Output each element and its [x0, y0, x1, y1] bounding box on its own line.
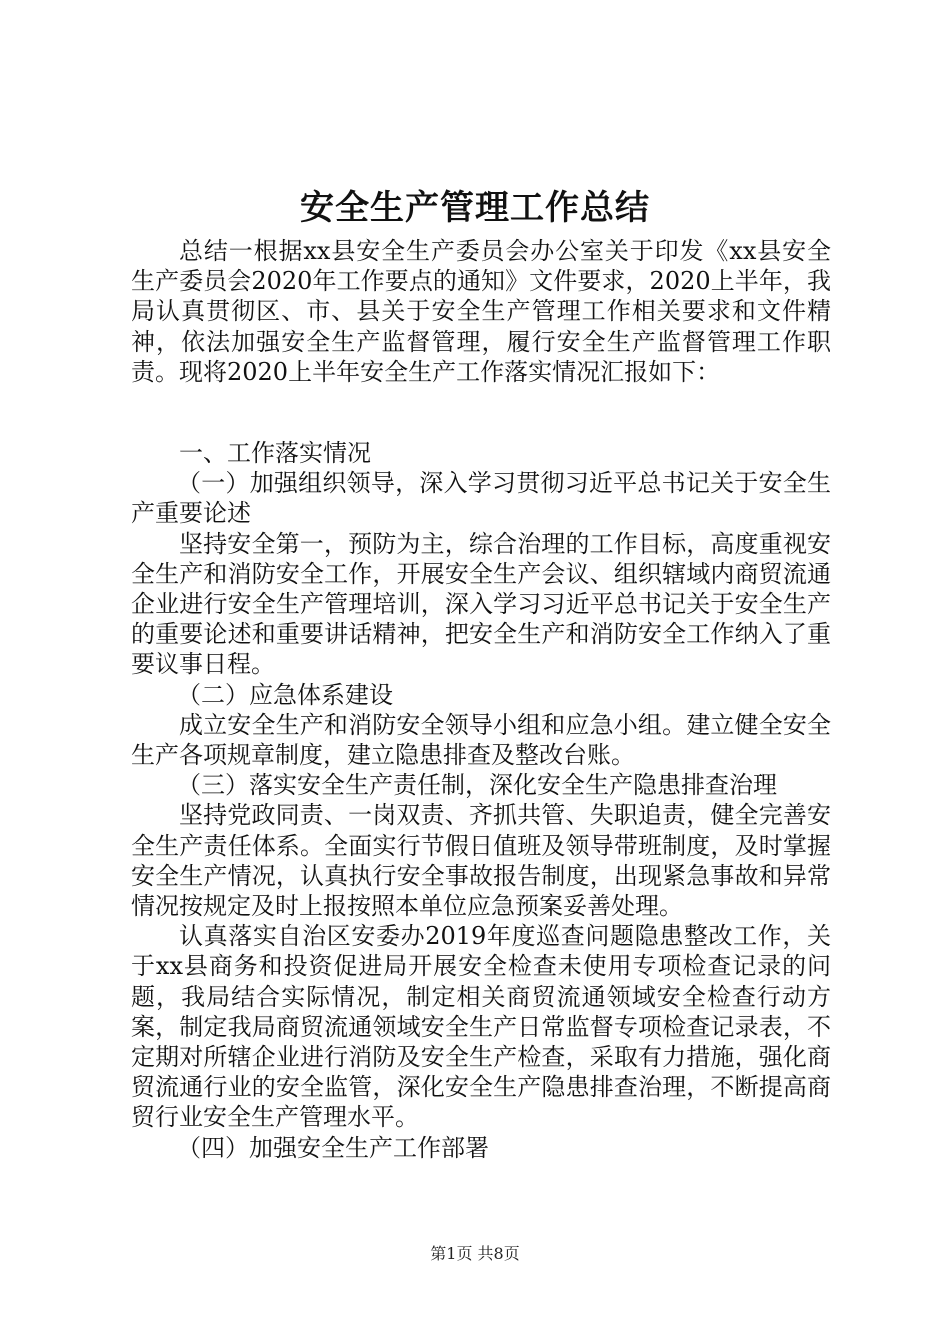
paragraph-spacer — [131, 387, 831, 438]
intro-paragraph: 总结一根据xx县安全生产委员会办公室关于印发《xx县安全生产委员会2020年工作要点的通知》文件要求，2020上半年，我局认真贯彻区、市、县关于安全生产管理工作相关要求和文件精神，依法加强安全生产监督管理，履行安全生产监督管理工作职责。现将2020上半年安全生产工作落实情况汇报如下： — [131, 237, 831, 386]
subsection-heading: （四）加强安全生产工作部署 — [177, 1133, 489, 1162]
body-paragraph: 认真落实自治区安委办2019年度巡查问题隐患整改工作，关于xx县商务和投资促进局开展安全检查未使用专项检查记录的问题，我局结合实际情况，制定相关商贸流通领域安全检查行动方案，制定我局商贸流通领域安全生产日常监督专项检查记录表，不定期对所辖企业进行消防及安全生产检查，采取有力措施，强化商贸流通行业的安全监管，深化安全生产隐患排查治理，不断提高商贸行业安全生产管理水平。 — [131, 922, 831, 1132]
subsection-heading: （一）加强组织领导，深入学习贯彻习近平总书记关于安全生产重要论述 — [131, 469, 831, 528]
subsection-heading: （二）应急体系建设 — [177, 680, 393, 709]
document-title: 安全生产管理工作总结 — [300, 188, 650, 228]
section-heading: 一、工作落实情况 — [179, 439, 371, 468]
document-body — [131, 236, 831, 1163]
page-number: 第1页 共8页 — [430, 1244, 520, 1263]
body-paragraph: 坚持党政同责、一岗双责、齐抓共管、失职追责，健全完善安全生产责任体系。全面实行节假日值班及领导带班制度，及时掌握安全生产情况，认真执行安全事故报告制度，出现紧急事故和异常情况按规定及时上报按照本单位应急预案妥善处理。 — [131, 801, 831, 921]
subsection-heading: （三）落实安全生产责任制，深化安全生产隐患排查治理 — [177, 771, 777, 800]
body-paragraph: 成立安全生产和消防安全领导小组和应急小组。建立健全安全生产各项规章制度，建立隐患排查及整改台账。 — [131, 710, 831, 770]
body-paragraph: 坚持安全第一，预防为主，综合治理的工作目标，高度重视安全生产和消防安全工作，开展安全生产会议、组织辖域内商贸流通企业进行安全生产管理培训，深入学习习近平总书记关于安全生产的重要论述和重要讲话精神，把安全生产和消防安全工作纳入了重要议事日程。 — [131, 529, 831, 679]
